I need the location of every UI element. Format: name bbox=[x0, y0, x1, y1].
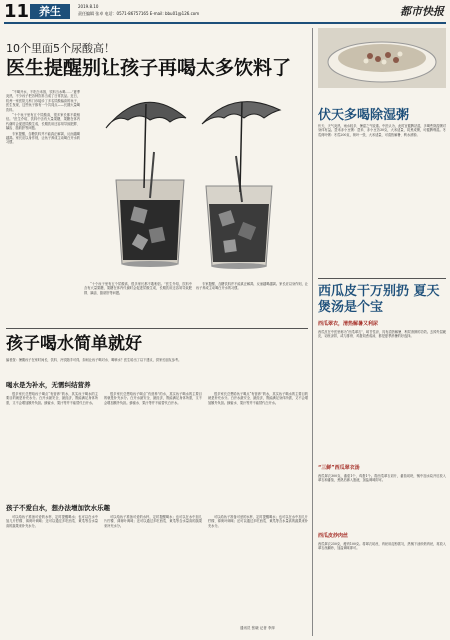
section-title: 养生 bbox=[39, 5, 61, 18]
article-body-col3 bbox=[196, 282, 308, 312]
article-paragraph: “十个孩子里有五个尿酸高，很多家长都不敢相信。”医生介绍，饮料中含有大量果糖，果糖在体内代谢时会促进尿酸生成，长期饮用还容易导致肥胖、龋齿、脂肪肝等问题。 bbox=[6, 113, 80, 131]
article-paragraph: 可以给孩子准备可爱的水杯，定时提醒喝水；也可以在水中加几片柠檬、薄荷叶调味；还可以通过多吃西瓜、黄瓜等含水量高的蔬果来补充水分。 bbox=[6, 515, 98, 528]
section-tag bbox=[30, 4, 70, 19]
article2-subheading-1: 喝水是为补水，无需纠结营养 bbox=[6, 381, 91, 389]
article-paragraph: 很多家长总想给孩子喝点“有营养”的水，其实孩子喝水的主要目的就是补充水分。白开水最安全、最经济，既能满足身体所需，又不会增加额外负担。蜂蜜水、果汁等并不能替代白开水。 bbox=[104, 392, 202, 405]
article2-body-2 bbox=[6, 515, 98, 630]
editor-info: 责任编辑 张卓 电话：0571-86757165 E-mail: bbu01@126.com bbox=[78, 11, 200, 16]
sidebar-subtitle-2: 西瓜翠衣，清热解暑又利尿 bbox=[318, 321, 379, 327]
article-paragraph: 很多家长总想给孩子喝点“有营养”的水，其实孩子喝水的主要目的就是补充水分。白开水最安全、最经济，既能满足身体所需，又不会增加额外负担。蜂蜜水、果汁等并不能替代白开水。 bbox=[6, 392, 98, 405]
sidebar-recipe-2-title: 西瓜皮炒肉丝 bbox=[318, 533, 349, 539]
article-paragraph: 可以给孩子准备可爱的水杯，定时提醒喝水；也可以在水中加几片柠檬、薄荷叶调味；还可以通过多吃西瓜、黄瓜等含水量高的蔬果来补充水分。 bbox=[208, 515, 308, 528]
article2-body-1c bbox=[208, 392, 308, 500]
page-header bbox=[4, 3, 446, 21]
article2-body-2b bbox=[104, 515, 202, 630]
sidebar-recipe-1-body: 西瓜翠衣300克，番茄1个，鸡蛋1个。将西瓜翠衣切片，番茄切块，锅中加水烧开后放入翠衣和番茄，煮熟后淋入蛋液，加盐调味即可。 bbox=[318, 474, 446, 483]
article2-body-1b bbox=[104, 392, 202, 500]
article-paragraph: “不喝开水，不吃白米饭，饮料当水喝……”夏季炎热，不少孩子把各种饮料当成了日常饮品。近日，杭州一家医院儿科门诊接诊了多名尿酸偏高的孩子，医生发现，这些孩子都有一个共同点——长期大量喝饮料。 bbox=[6, 90, 80, 112]
sidebar-body-1: 伏天，天气炎热，雨水较多，暑湿之气较重。中医认为，此时宜健脾祛湿，多喝些除湿粥对身体有益。薏米赤小豆粥：薏米、赤小豆各30克，大米适量，同煮成粥，可健脾利湿。冬瓜荷叶粥：冬瓜200克，荷叶一张，大米适量，可清热解暑、利水消肿。 bbox=[318, 124, 446, 137]
article2-author: 通讯员 张晓 记者 李萍 bbox=[240, 626, 275, 630]
article2-subheading-2: 孩子不爱白水，想办法增加饮水乐趣 bbox=[6, 504, 110, 512]
article2-rule bbox=[6, 328, 308, 329]
article-paragraph: 可以给孩子准备可爱的水杯，定时提醒喝水；也可以在水中加几片柠檬、薄荷叶调味；还可以通过多吃西瓜、黄瓜等含水量高的蔬果来补充水分。 bbox=[104, 515, 202, 528]
article2-intro: 编者按：暑期孩子在家时间长，饮料、冷饮随手可得，如何让孩子喝对水、喝够水？医生给出了以下建议，供家长朋友参考。 bbox=[6, 358, 182, 362]
sidebar-photo bbox=[318, 28, 446, 88]
article-body-col2 bbox=[84, 282, 192, 312]
masthead-logo: 都市快报 bbox=[400, 5, 444, 18]
sidebar-rule bbox=[318, 278, 446, 279]
header-rule bbox=[4, 22, 446, 24]
sidebar-title-2: 西瓜皮干万别扔 夏天煲汤是个宝 bbox=[318, 284, 440, 315]
article2-body-1 bbox=[6, 392, 98, 500]
article-kicker: 10个里面5个尿酸高！ bbox=[6, 42, 115, 55]
article-paragraph: 专家提醒，含糖饮料并不能真正解渴，反而越喝越渴。家长应以身作则，让孩子养成主动喝白开水的习惯。 bbox=[196, 282, 308, 291]
article2-body-2c bbox=[208, 515, 308, 623]
article-body-col1 bbox=[6, 90, 80, 312]
article-headline: 医生提醒别让孩子再喝太多饮料了 bbox=[6, 57, 292, 79]
porridge-bowl-icon bbox=[318, 28, 446, 88]
page-number: 11 bbox=[4, 1, 30, 22]
sidebar-divider bbox=[312, 28, 313, 636]
sidebar-recipe-1-title: “三鲜”西瓜翠衣汤 bbox=[318, 465, 360, 471]
sidebar-recipe-2-body: 西瓜翠衣250克，瘦肉100克。将翠衣切丝，肉丝用淀粉抓匀，热锅下油炒熟肉丝，再放入翠衣丝翻炒，加盐调味即可。 bbox=[318, 542, 446, 551]
sidebar-body-2: 西瓜皮在中医里称为“西瓜翠衣”，味甘性凉，具有清热解暑、利尿消肿的功效。去掉外层硬皮，切丝凉拌，或与排骨、鸡蛋同煮成汤，都是夏季消暑的好选择。 bbox=[318, 330, 446, 339]
article-paragraph: 很多家长总想给孩子喝点“有营养”的水，其实孩子喝水的主要目的就是补充水分。白开水最安全、最经济，既能满足身体所需，又不会增加额外负担。蜂蜜水、果汁等并不能替代白开水。 bbox=[208, 392, 308, 405]
article-paragraph: 专家提醒，含糖饮料并不能真正解渴，反而越喝越渴。家长应以身作则，让孩子养成主动喝白开水的习惯。 bbox=[6, 131, 80, 145]
issue-date: 2019.8.10 bbox=[78, 4, 99, 9]
article-paragraph: “十个孩子里有五个尿酸高，很多家长都不敢相信。”医生介绍，饮料中含有大量果糖，果糖在体内代谢时会促进尿酸生成，长期饮用还容易导致肥胖、龋齿、脂肪肝等问题。 bbox=[84, 282, 192, 295]
drinks-illustration bbox=[84, 88, 308, 280]
article2-headline: 孩子喝水简单就好 bbox=[6, 334, 142, 354]
sidebar-title-1: 伏天多喝除湿粥 bbox=[318, 108, 410, 123]
umbrella-glasses-icon bbox=[84, 88, 308, 280]
